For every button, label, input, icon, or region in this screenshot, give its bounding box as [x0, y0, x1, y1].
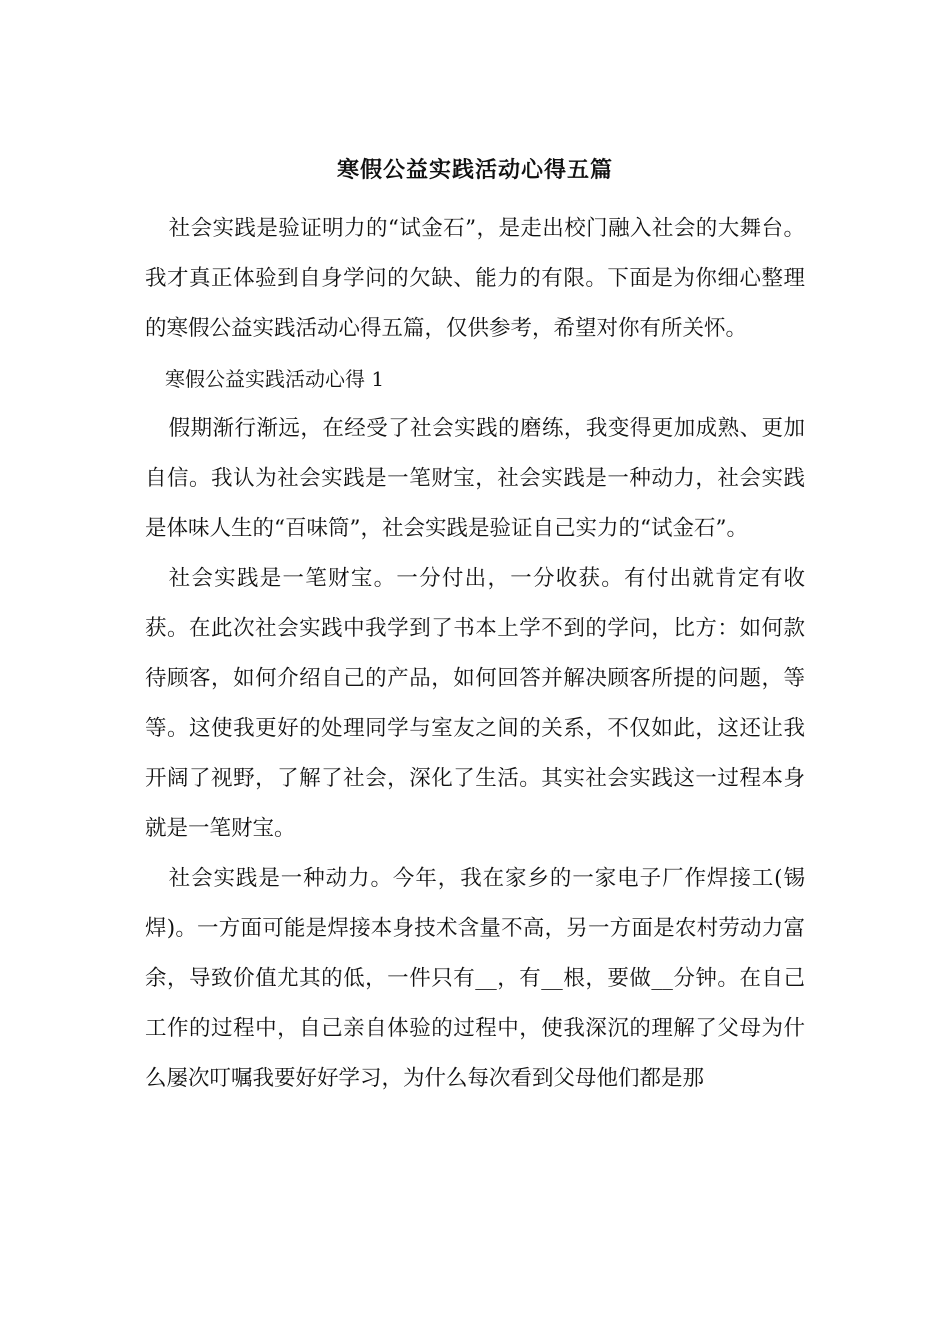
section-heading: 寒假公益实践活动心得 1 — [165, 367, 385, 391]
document-body — [145, 204, 805, 1104]
body-paragraph-3: 社会实践是一种动力。今年，我在家乡的一家电子厂作焊接工(锡焊)。一方面可能是焊接本身技术含量不高，另一方面是农村劳动力富余，导致价值尤其的低，一件只有__，有__根，要做__分钟。在自己工作的过程中，自己亲自体验的过程中，使我深沉的理解了父母为什么屡次叮嘱我要好好学习，为什么每次看到父母他们都是那 — [145, 866, 805, 1091]
document-title: 寒假公益实践活动心得五篇 — [336, 157, 613, 183]
intro-paragraph: 社会实践是验证明力的“试金石”，是走出校门融入社会的大舞台。我才真正体验到自身学问的欠缺、能力的有限。下面是为你细心整理的寒假公益实践活动心得五篇，仅供参考，希望对你有所关怀。 — [145, 216, 805, 341]
body-paragraph-2: 社会实践是一笔财宝。一分付出，一分收获。有付出就肯定有收获。在此次社会实践中我学到了书本上学不到的学问，比方：如何款待顾客，如何介绍自己的产品，如何回答并解决顾客所提的问题，等等。这使我更好的处理同学与室友之间的关系，不仅如此，这还让我开阔了视野，了解了社会，深化了生活。其实社会实践这一过程本身就是一笔财宝。 — [145, 566, 805, 841]
body-paragraph-1: 假期渐行渐远，在经受了社会实践的磨练，我变得更加成熟、更加自信。我认为社会实践是一笔财宝，社会实践是一种动力，社会实践是体味人生的“百味筒”，社会实践是验证自己实力的“试金石”。 — [145, 416, 805, 541]
